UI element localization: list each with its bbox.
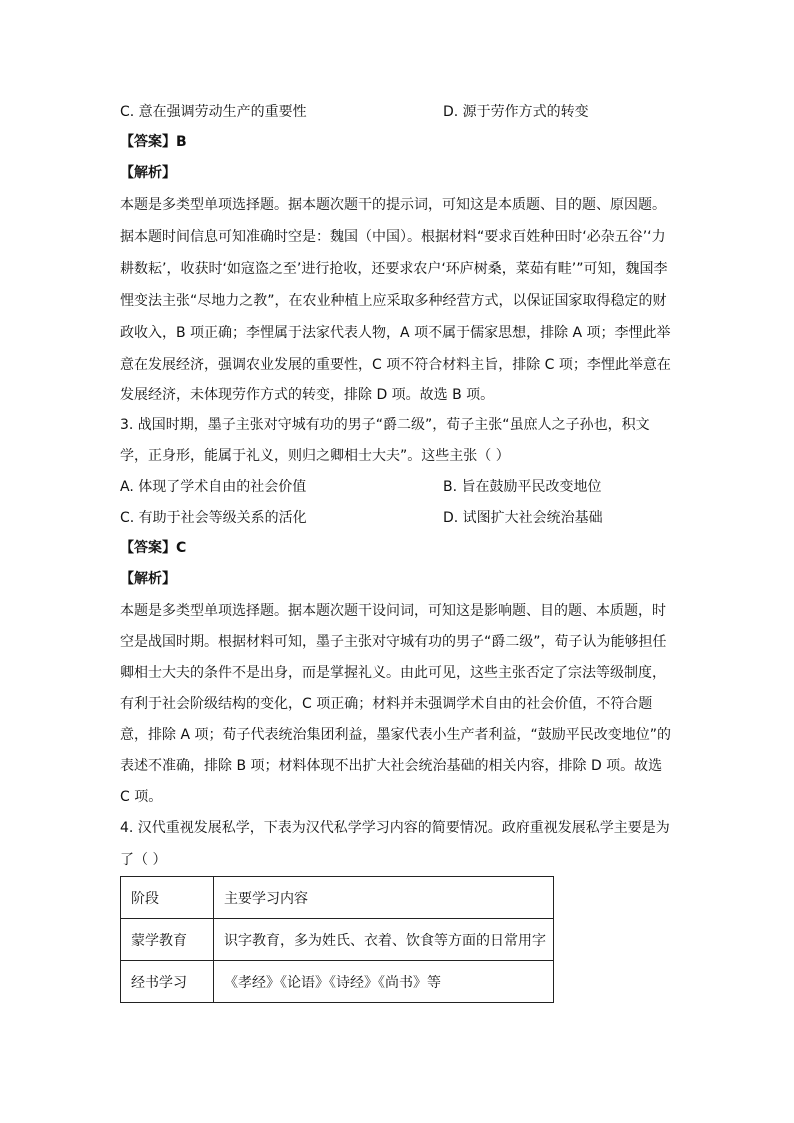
q4-table — [120, 876, 554, 1003]
table-row — [121, 961, 554, 1003]
q2-analysis-line: 政收入，B 项正确；李悝属于法家代表人物，A 项不属于儒家思想，排除 A 项；李悝此举 — [120, 325, 671, 341]
q3-analysis-line: 空是战国时期。根据材料可知，墨子主张对守城有功的男子“爵二级”，荀子认为能够担任 — [120, 634, 667, 650]
q3-option-b: B. 旨在鼓励平民改变地位 — [443, 479, 602, 495]
table-header-cell: 阶段 — [121, 877, 214, 919]
q4-stem-line: 了（ ） — [120, 852, 167, 868]
table-cell: 经书学习 — [121, 961, 214, 1003]
table-row — [121, 919, 554, 961]
table-header-cell: 主要学习内容 — [214, 877, 554, 919]
q2-analysis-heading: 【解析】 — [120, 165, 176, 181]
q3-analysis-line: 意，排除 A 项；荀子代表统治集团利益，墨家代表小生产者利益，“鼓励平民改变地位”的 — [120, 727, 671, 743]
q3-option-c: C. 有助于社会等级关系的活化 — [120, 510, 307, 526]
q3-option-d: D. 试图扩大社会统治基础 — [443, 510, 603, 526]
q2-option-d: D. 源于劳作方式的转变 — [443, 104, 589, 120]
q3-analysis-line: 表述不准确，排除 B 项；材料体现不出扩大社会统治基础的相关内容，排除 D 项。故选 — [120, 758, 663, 774]
q2-analysis-line: 意在发展经济，强调农业发展的重要性，C 项不符合材料主旨，排除 C 项；李悝此举意在 — [120, 357, 671, 373]
q3-analysis-line: 卿相士大夫的条件不是出身，而是掌握礼义。由此可见，这些主张否定了宗法等级制度， — [120, 665, 666, 681]
q4-stem-line: 4. 汉代重视发展私学，下表为汉代私学学习内容的简要情况。政府重视发展私学主要是为 — [120, 820, 670, 836]
table-cell: 《孝经》《论语》《诗经》《尚书》等 — [214, 961, 554, 1003]
q2-analysis-line: 悝变法主张“尽地力之教”，在农业种植上应采取多种经营方式，以保证国家取得稳定的财 — [120, 293, 667, 309]
q2-option-c: C. 意在强调劳动生产的重要性 — [120, 104, 307, 120]
q2-analysis-line: 耕数耘’，收获时‘如寇盗之至’进行抢收，还要求农户‘环庐树桑，菜茹有畦’”可知，魏国李 — [120, 261, 668, 277]
q3-analysis-line: 有利于社会阶级结构的变化，C 项正确；材料并未强调学术自由的社会价值，不符合题 — [120, 696, 653, 712]
q3-analysis-line: 本题是多类型单项选择题。据本题次题干设问词，可知这是影响题、目的题、本质题，时 — [120, 603, 666, 619]
q3-stem-line: 学，正身形，能属于礼义，则归之卿相士大夫”。这些主张（ ） — [120, 448, 510, 464]
q3-analysis-line: C 项。 — [120, 789, 163, 805]
q3-analysis-heading: 【解析】 — [120, 571, 176, 587]
q2-analysis-line: 据本题时间信息可知准确时空是：魏国（中国）。根据材料“要求百姓种田时‘必杂五谷’‘力 — [120, 229, 666, 245]
q3-answer: 【答案】C — [120, 540, 187, 556]
q2-answer: 【答案】B — [120, 134, 187, 150]
q2-analysis-line: 本题是多类型单项选择题。据本题次题干的提示词，可知这是本质题、目的题、原因题。 — [120, 197, 666, 213]
q3-stem-line: 3. 战国时期，墨子主张对守城有功的男子“爵二级”，荀子主张“虽庶人之子孙也，积文 — [120, 417, 650, 433]
q2-analysis-line: 发展经济，未体现劳作方式的转变，排除 D 项。故选 B 项。 — [120, 387, 495, 403]
table-cell: 蒙学教育 — [121, 919, 214, 961]
q3-option-a: A. 体现了学术自由的社会价值 — [120, 479, 307, 495]
table-header-row — [121, 877, 554, 919]
table-cell: 识字教育，多为姓氏、衣着、饮食等方面的日常用字 — [214, 919, 554, 961]
